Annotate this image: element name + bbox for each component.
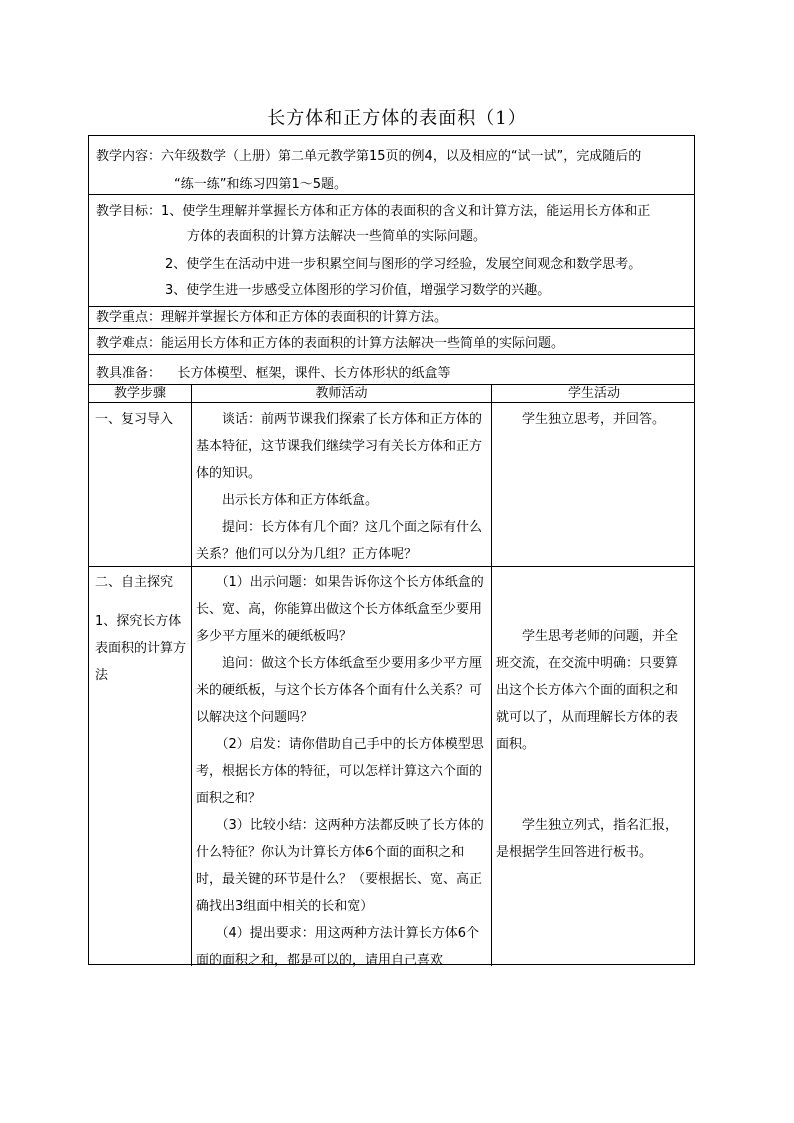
row2-teacher-p5: （4）提出要求：用这两种方法计算长方体6个面的面积之和，都是可以的，请用自己喜欢 <box>196 926 480 968</box>
row-divider <box>89 328 694 329</box>
teaching-content-line1: 教学内容：六年级数学（上册）第二单元教学第15页的例4，以及相应的“试一试”，完成随后的 <box>96 149 642 164</box>
row1-teacher <box>196 406 486 568</box>
row2-teacher-p1: （1）出示问题：如果告诉你这个长方体纸盒的长、宽、高，你能算出做这个长方体纸盒至少要用多少平方厘米的硬纸板吗？ <box>196 575 484 644</box>
teaching-content-line2: “练一练”和练习四第1～5题。 <box>174 177 348 192</box>
row2-teacher-p4: （3）比较小结：这两种方法都反映了长方体的什么特征？你认为计算长方体6个面的面积之和时，最关键的环节是什么？（要根据长、宽、高正确找出3组面中相关的长和宽） <box>196 818 484 914</box>
row-divider <box>89 306 694 307</box>
goal-2: 2、使学生在活动中进一步积累空间与图形的学习经验，发展空间观念和数学思考。 <box>165 257 642 272</box>
row2-teacher <box>196 569 486 974</box>
row1-step: 一、复习导入 <box>95 412 174 427</box>
key-point: 教学重点：理解并掌握长方体和正方体的表面积的计算方法。 <box>96 310 448 325</box>
column-divider <box>491 384 492 966</box>
row2-student-1: 学生思考老师的问题，并全班交流，在交流中明确：只要算出这个长方体六个面的面积之和就可以了，从而理解长方体的表面积。 <box>496 629 679 752</box>
header-teacher: 教师活动 <box>315 386 368 401</box>
row2-teacher-p2: 追问：做这个长方体纸盒至少要用多少平方厘米的硬纸板，与这个长方体各个面有什么关系？可以解决这个问题吗？ <box>196 656 483 725</box>
row-divider <box>89 194 694 195</box>
row2-step-sub: 1、探究长方体表面积的计算方法 <box>95 614 187 683</box>
row1-teacher-p3: 提问：长方体有几个面？这几个面之际有什么关系？他们可以分为几组？正方体呢？ <box>196 520 483 562</box>
column-divider <box>191 384 192 966</box>
page-title: 长方体和正方体的表面积（1） <box>267 108 527 129</box>
header-steps: 教学步骤 <box>113 386 166 401</box>
goal-1-line1: 教学目标：1、使学生理解并掌握长方体和正方体的表面积的含义和计算方法，能运用长方体和正 <box>96 204 651 219</box>
difficulty: 教学难点：能运用长方体和正方体的表面积的计算方法解决一些简单的实际问题。 <box>96 336 565 351</box>
row2-step <box>95 569 187 689</box>
row-divider <box>89 354 694 355</box>
goal-1-line2: 方体的表面积的计算方法解决一些简单的实际问题。 <box>187 229 487 244</box>
row2-student-2: 学生独立列式，指名汇报，是根据学生回答进行板书。 <box>496 818 679 860</box>
row2-teacher-p3: （2）启发：请你借助自己手中的长方体模型思考，根据长方体的特征，可以怎样计算这六个面的面积之和？ <box>196 737 484 806</box>
row2-step-title: 二、自主探究 <box>95 575 174 590</box>
lesson-plan-table <box>88 135 695 968</box>
row1-teacher-p1: 谈话：前两节课我们探索了长方体和正方体的基本特征，这节课我们继续学习有关长方体和正方体的知识。 <box>196 412 483 481</box>
row1-teacher-p2: 出示长方体和正方体纸盒。 <box>196 493 379 508</box>
row1-student: 学生独立思考，并回答。 <box>496 412 666 427</box>
header-student: 学生活动 <box>567 386 620 401</box>
teaching-tools: 教具准备： 长方体模型、框架，课件、长方体形状的纸盒等 <box>96 366 451 381</box>
goal-3: 3、使学生进一步感受立体图形的学习价值，增强学习数学的兴趣。 <box>165 283 551 298</box>
